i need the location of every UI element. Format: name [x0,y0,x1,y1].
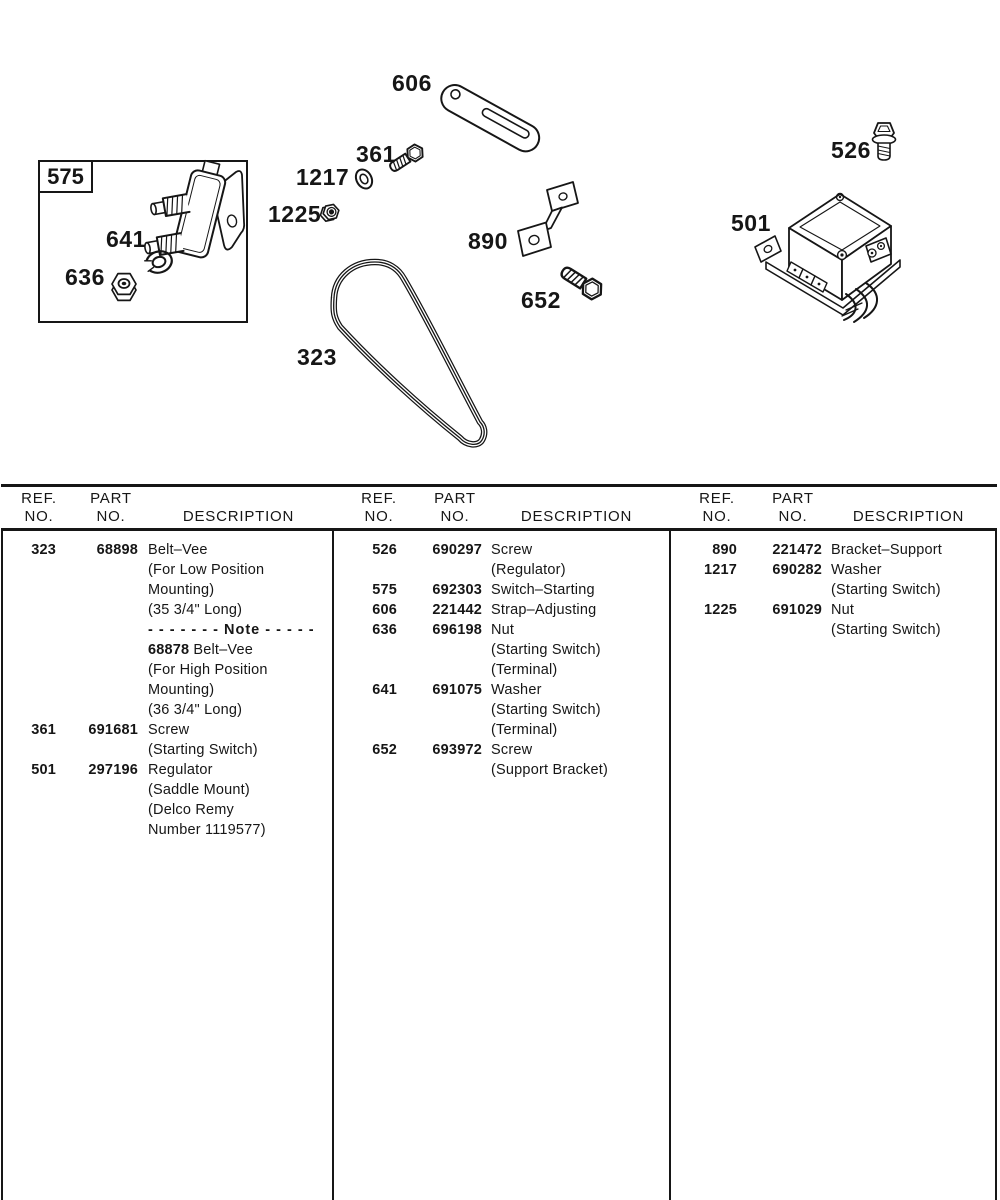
header-col-3 [672,490,993,526]
callout-1225: 1225 [268,201,322,227]
description: (For Low Position [148,562,265,578]
ref-no: 1217 [703,562,737,578]
part-no: 693972 [432,742,482,758]
part-no: 221472 [772,542,822,558]
callout-526: 526 [831,137,871,163]
table-row [335,740,667,760]
table-row [3,660,330,680]
header-col-1 [3,490,330,526]
nut-1225-drawing [319,204,341,222]
description: (Saddle Mount) [148,782,250,798]
ref-no: 890 [712,542,737,558]
description: (Starting Switch) [491,702,601,718]
table-row [3,800,330,820]
table-column-2 [335,540,667,780]
callout-636: 636 [65,264,105,290]
part-no: 68898 [96,542,138,558]
part-no: 692303 [432,582,482,598]
table-row [3,640,330,660]
header-part: PART [434,490,476,507]
header-col-2 [334,490,667,526]
ref-no: 1225 [703,602,737,618]
table-row [335,620,667,640]
screw-526-drawing [873,123,896,160]
callout-1217: 1217 [296,164,350,190]
description: Screw [491,742,533,758]
table-row [3,820,330,840]
description: Screw [148,722,190,738]
callout-606: 606 [392,70,432,96]
description: Nut [491,622,515,638]
table-row [3,780,330,800]
part-no: 696198 [432,622,482,638]
ref-no: 501 [31,762,56,778]
table-row [3,600,330,620]
ref-no: 526 [372,542,397,558]
note-word: Note [224,622,261,638]
table-row [335,600,667,620]
header-description: DESCRIPTION [852,508,965,525]
callout-890: 890 [468,228,508,254]
table-row [335,720,667,740]
column-divider-1 [332,484,334,1200]
callout-575-tag [38,160,93,193]
description: (Support Bracket) [491,762,609,778]
part-no: 221442 [432,602,482,618]
part-no: 691075 [432,682,482,698]
table-row [673,560,993,580]
ref-no: 606 [372,602,397,618]
note-line [138,620,330,640]
parts-table [1,484,997,1200]
table-row [3,740,330,760]
description: (Starting Switch) [148,742,258,758]
header-no: NO. [440,508,470,525]
regulator-501-drawing [755,194,900,323]
alt-part-no: 68878 [148,642,190,658]
description: (36 3/4" Long) [148,702,243,718]
note-dashes: - - - - - [265,622,315,638]
description: (For High Position [148,662,268,678]
description: Mounting) [148,582,215,598]
table-row [3,680,330,700]
nut-636-drawing [112,274,136,301]
table-row [335,540,667,560]
description: (Starting Switch) [831,622,941,638]
description: Regulator [148,762,213,778]
table-column-3 [673,540,993,640]
table-row [335,640,667,660]
description: (Regulator) [491,562,566,578]
table-row [335,560,667,580]
table-row [673,620,993,640]
ref-no: 652 [372,742,397,758]
description: Number 1119577) [148,822,266,838]
table-row [3,620,330,640]
table-row [673,600,993,620]
callout-501: 501 [731,210,771,236]
header-part: PART [90,490,132,507]
strap-606-drawing [436,80,544,156]
ref-no: 636 [372,622,397,638]
callout-652: 652 [521,287,561,313]
table-row [335,580,667,600]
description: Screw [491,542,533,558]
description: Bracket–Support [831,542,943,558]
description: Nut [831,602,855,618]
note-dashes: - - - - - - - [148,622,219,638]
callout-361: 361 [356,141,396,167]
belt-323-drawing [334,262,485,444]
description: (Starting Switch) [831,582,941,598]
table-column-1 [3,540,330,840]
table-row [3,580,330,600]
header-ref: REF. [21,490,57,507]
header-ref: REF. [699,490,735,507]
header-description: DESCRIPTION [182,508,295,525]
part-no: 691029 [772,602,822,618]
callout-323: 323 [297,344,337,370]
header-no: NO. [96,508,126,525]
part-no: 691681 [88,722,138,738]
table-row [335,680,667,700]
ref-no: 361 [31,722,56,738]
switch-575-drawing [144,158,245,259]
ref-no: 575 [372,582,397,598]
screw-652-drawing [558,263,606,302]
ref-no: 323 [31,542,56,558]
part-no: 297196 [88,762,138,778]
table-row [3,700,330,720]
bracket-890-drawing [518,182,578,256]
table-border-right [995,484,997,1200]
header-no: NO. [364,508,394,525]
header-ref: REF. [361,490,397,507]
header-description: DESCRIPTION [520,508,633,525]
description: Belt–Vee [148,542,208,558]
part-no: 690282 [772,562,822,578]
ref-no: 641 [372,682,397,698]
table-header [1,484,997,531]
table-row [673,540,993,560]
header-no: NO. [24,508,54,525]
table-row [3,540,330,560]
header-part: PART [772,490,814,507]
part-no: 690297 [432,542,482,558]
description: (35 3/4" Long) [148,602,243,618]
table-row [3,760,330,780]
table-row [335,660,667,680]
description: Mounting) [148,682,215,698]
description: (Delco Remy [148,802,234,818]
description: Washer [491,682,542,698]
description: (Terminal) [491,722,558,738]
description [138,640,330,660]
description: Strap–Adjusting [491,602,597,618]
table-row [335,700,667,720]
table-row [673,580,993,600]
description: (Terminal) [491,662,558,678]
table-row [3,720,330,740]
description: (Starting Switch) [491,642,601,658]
callout-641: 641 [106,226,146,252]
callout-575: 575 [47,163,84,189]
table-row [3,560,330,580]
description-text: Belt–Vee [193,642,253,658]
header-no: NO. [778,508,808,525]
header-no: NO. [702,508,732,525]
column-divider-2 [669,484,671,1200]
description: Switch–Starting [491,582,595,598]
table-row [335,760,667,780]
description: Washer [831,562,882,578]
washer-1217-drawing [353,167,376,192]
